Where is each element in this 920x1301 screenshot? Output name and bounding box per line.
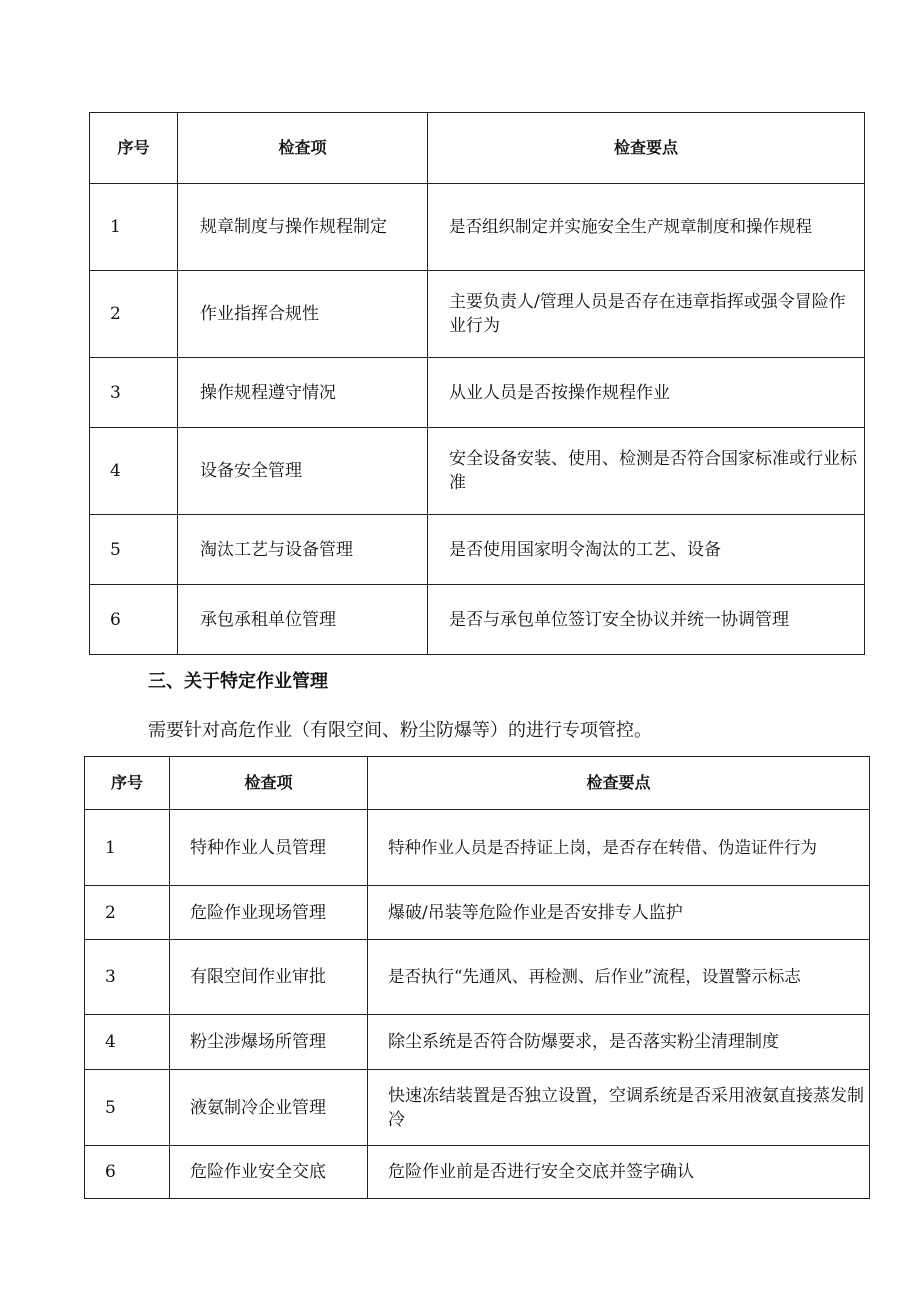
row-no: 4 [85,1015,170,1070]
row-point: 危险作业前是否进行安全交底并签字确认 [368,1146,870,1199]
special-operation-check-table [84,756,870,1199]
row-no: 6 [85,1146,170,1199]
table-header-row [90,113,865,184]
table-row [90,428,865,515]
row-point: 是否与承包单位签订安全协议并统一协调管理 [428,585,865,655]
row-no: 6 [90,585,178,655]
row-no: 5 [85,1070,170,1146]
table-row [90,184,865,271]
section-paragraph: 需要针对高危作业（有限空间、粉尘防爆等）的进行专项管控。 [148,720,652,741]
row-no: 1 [90,184,178,271]
row-no: 3 [90,358,178,428]
table-row [90,358,865,428]
table-row [85,1015,870,1070]
header-no: 序号 [85,757,170,810]
section-heading: 三、关于特定作业管理 [148,671,328,692]
row-item: 液氨制冷企业管理 [170,1070,368,1146]
header-item: 检查项 [178,113,428,184]
row-item: 规章制度与操作规程制定 [178,184,428,271]
table-header-row [85,757,870,810]
row-item: 危险作业安全交底 [170,1146,368,1199]
header-point: 检查要点 [368,757,870,810]
row-item: 有限空间作业审批 [170,940,368,1015]
row-point: 特种作业人员是否持证上岗，是否存在转借、伪造证件行为 [368,810,870,886]
header-point: 检查要点 [428,113,865,184]
row-no: 3 [85,940,170,1015]
row-item: 操作规程遵守情况 [178,358,428,428]
row-item: 承包承租单位管理 [178,585,428,655]
row-point: 安全设备安装、使用、检测是否符合国家标准或行业标准 [428,428,865,515]
table-row [85,940,870,1015]
row-no: 4 [90,428,178,515]
row-item: 设备安全管理 [178,428,428,515]
table-row [85,1146,870,1199]
row-item: 危险作业现场管理 [170,886,368,940]
table-row [90,271,865,358]
header-no: 序号 [90,113,178,184]
table-row [85,886,870,940]
row-point: 快速冻结装置是否独立设置，空调系统是否采用液氨直接蒸发制冷 [368,1070,870,1146]
row-point: 是否使用国家明令淘汰的工艺、设备 [428,515,865,585]
row-no: 2 [85,886,170,940]
row-point: 爆破/吊装等危险作业是否安排专人监护 [368,886,870,940]
row-item: 粉尘涉爆场所管理 [170,1015,368,1070]
general-check-table [89,112,865,655]
row-no: 1 [85,810,170,886]
header-item: 检查项 [170,757,368,810]
table-row [85,810,870,886]
row-point: 除尘系统是否符合防爆要求，是否落实粉尘清理制度 [368,1015,870,1070]
row-point: 从业人员是否按操作规程作业 [428,358,865,428]
row-no: 2 [90,271,178,358]
row-point: 主要负责人/管理人员是否存在违章指挥或强令冒险作业行为 [428,271,865,358]
row-no: 5 [90,515,178,585]
row-point: 是否组织制定并实施安全生产规章制度和操作规程 [428,184,865,271]
table-row [85,1070,870,1146]
row-item: 淘汰工艺与设备管理 [178,515,428,585]
row-point: 是否执行“先通风、再检测、后作业”流程，设置警示标志 [368,940,870,1015]
row-item: 作业指挥合规性 [178,271,428,358]
table-row [90,515,865,585]
row-item: 特种作业人员管理 [170,810,368,886]
table-row [90,585,865,655]
